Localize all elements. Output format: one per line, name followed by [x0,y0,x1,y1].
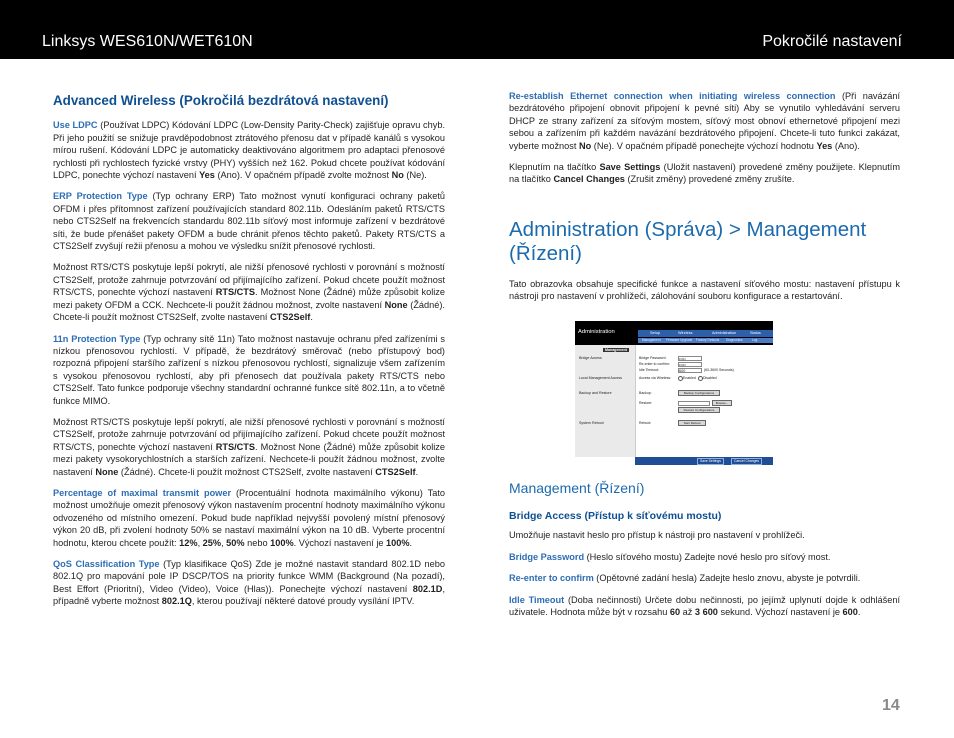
qos-text-a: (Typ klasifikace QoS) Zde je možné nastavit standard 802.1D nebo 802.1Q pro mapování pole IP DSCP/TOS na priority funkce WMM (Background (Na pozadí), Best Effort (Prioritní), Video (Video), Voice (Hlas)). Ponechejte výchozí nastavení [53,559,445,594]
administration-heading: Administration (Správa) > Management (Řízení) [509,217,867,265]
screenshot-label-password: Bridge Password: [639,355,667,360]
reestablish-text-b: (Ne). V opačném případě ponechejte výchozí hodnotu [591,140,817,151]
screenshot-reboot-button: Start Reboot [678,420,706,426]
left-column [53,90,445,617]
term-reestablish-ethernet: Re-establish Ethernet connection when initiating wireless connection [509,91,836,101]
idle-text-c: sekund. Výchozí nastavení je [717,607,843,618]
erp-paragraph [53,190,445,252]
bridge-password-paragraph [509,551,900,563]
n-rts-text-d: . [415,466,419,477]
n-rts-text-a: Možnost RTS/CTS poskytuje lepší pokrytí, ale nižší přenosové rychlosti v porovnání s možností CTS2Self, protože zahrnuje potvrzování od přijímajícího zařízení. Pokud chcete použít možnost RTS/CTS, ponechte výchozí nastavení [53,416,445,452]
section-name: Pokročilé nastavení [762,33,902,50]
save-settings-term: Save Settings [599,162,661,173]
screenshot-label-restore: Restore: [639,400,653,405]
idle-timeout-paragraph [509,594,900,619]
qos-8021q: 802.1Q [161,596,192,607]
screenshot-label-backup: Backup: [639,390,652,395]
screenshot-restore-button: Restore Configurations [678,407,720,413]
screenshot-side-system-reboot: System Reboot [579,420,604,425]
n-rts-text-b: . Možnost None (Žádné) může způsobit kolize mezi pakety vysokorychlostních a starších zařízení. Nechcete-li použít žádnou možnost, zvolte nastavení [53,441,445,477]
screenshot-tab-wireless: Wireless [678,330,693,335]
bridge-password-text: (Heslo síťového mostu) Zadejte nové heslo pro síťový most. [584,551,831,562]
screenshot-side-local-management: Local Management Access [579,375,622,380]
term-erp-protection: ERP Protection Type [53,191,148,202]
term-reenter-confirm: Re-enter to confirm [509,573,594,584]
screenshot-subtab-diagnostics: Diagnostics [726,337,743,342]
ldpc-yes: Yes [199,170,215,181]
screenshot-cancel-button: Cancel Changes [731,458,762,465]
screenshot-footer [635,457,773,465]
reestablish-paragraph [509,90,900,152]
qos-text-c: , kterou používají některé datové proudy vysílání IPTV. [191,596,415,607]
screenshot-subtab-factory: Factory Defaults [696,337,720,342]
ldpc-text-c: (Ne). [403,170,427,181]
save-text-c: (Zrušit změny) provedené změny zrušíte. [624,174,795,185]
power-25: 25% [202,537,222,548]
idle-text-d: . [857,607,861,618]
screenshot-title: Administration [578,328,615,335]
screenshot-idle-hint: (60-3600 Seconds) [704,367,734,372]
power-100: 100% [270,537,294,548]
reenter-text: (Opětovné zadání hesla) Zadejte heslo znovu, abyste je potvrdili. [593,573,861,584]
n-rts-b2: None [95,466,119,477]
screenshot-side-bridge-access: Bridge Access [579,355,602,360]
erp-text-a: (Typ ochrany ERP) Tato možnost vynutí konfiguraci ochrany paketů OFDM i přes přítomnost zařízení používajících standard 802.11b. Odesláním paketů RTS/CTS nebo CTS2Self na frekvencích standardu 802.11b síťový most informuje zařízení v bezdrátové síti, že bude přenášet pakety OFDM a bude chránit přenos těchto paketů. Pakety RTS/CTS a CTS2Self zvyšují režii přenosu a mohou ve výsledku snížit přenosové rychlosti. [53,191,445,252]
bridge-access-heading: Bridge Access (Přístup k síťovému mostu) [509,510,722,523]
screenshot-label-reboot: Reboot: [639,420,652,425]
power-12: 12% [179,537,198,548]
screenshot-main [635,345,774,457]
power-sep3: nebo [244,537,271,548]
screenshot-radio-enabled-label: Enabled [683,375,696,380]
screenshot-reenter-input: ••••• [678,362,702,367]
management-screenshot [575,321,773,465]
erp-rts-text-c: (Žádné). Chcete-li použít možnost CTS2Self, zvolte nastavení [53,299,445,323]
erp-rts-paragraph [53,261,445,323]
management-heading: Management (Řízení) [509,479,645,496]
n-protection-text-a: (Typ ochrany sítě 11n) Tato možnost nastavuje ochranu před zařízeními s nízkou přenosovou rychlostí. V případě, že bezdrátový směrovač (nebo přístupový bod) rozpozná připojení staršího zařízení s nízkou přenosovou rychlostí, signalizuje všem zařízením s vysokou přenosovou rychlostí, aby při přenosech dat používala pakety RTS/CTS nebo CTS2Self. Tato funkce podporuje všechny standardní ochranné funkce sítě 802.11n, a to včetně funkce MIMO. [53,333,445,406]
screenshot-browse-button: Browse... [712,400,732,406]
screenshot-subtab-firmware: Firmware Upgrade [666,337,693,342]
n-protection-paragraph [53,333,445,407]
page-header [0,0,954,59]
idle-text-a: (Doba nečinnosti) Určete dobu nečinnosti, po jejímž uplynutí dojde k odhlášení uživatele. Hodnota může být v rozsahu [509,594,900,618]
screenshot-label-reenter: Re-enter to confirm: [639,361,670,366]
term-transmit-power: Percentage of maximal transmit power [53,487,232,498]
screenshot-side-backup-restore: Backup and Restore [579,390,612,395]
qos-text-b: , případně vyberte možnost [53,583,445,607]
screenshot-idle-input: 600 [678,368,702,373]
term-bridge-password: Bridge Password [509,551,585,562]
ldpc-text-b: (Ano). V opačném případě zvolte možnost [214,170,392,181]
save-text-a: Klepnutím na tlačítko [509,162,600,173]
erp-rts-b2: None [384,299,408,310]
power-default: 100% [386,537,410,548]
screenshot-tab-status: Status [750,330,761,335]
n-rts-b3: CTS2Self [375,466,416,477]
erp-rts-b3: CTS2Self [270,312,311,323]
right-column [509,90,900,628]
screenshot-label-wireless: Access via Wireless: [639,375,672,380]
power-text-a: (Procentuální hodnota maximálního výkonu) Tato možnost umožňuje omezit přenosový výkon nastavením procentní hodnoty maximálního výkonu odvozeného od místního omezení. Pokud bude například nejvyšší povolený místní přenosový výkon 20 dB, při zvolení hodnoty 50% se nastaví maximální výkon na 10 dB. Vyberte procentní hodnotu, kterou chcete použít: [53,487,445,548]
power-text-c: . [409,537,413,548]
idle-default: 600 [842,607,858,618]
erp-rts-text-d: . [310,312,313,323]
bridge-access-paragraph: Umožňuje nastavit heslo pro přístup k nástroji pro nastavení v prohlížeči. [509,530,805,541]
screenshot-backup-button: Backup Configurations [678,390,720,396]
screenshot-restore-file-input [678,401,710,406]
erp-rts-b1: RTS/CTS [215,287,256,298]
screenshot-sidebar [575,345,635,457]
power-sep2: , [221,537,227,548]
ldpc-paragraph [53,119,445,181]
screenshot-radio-disabled-label: Disabled [703,375,717,380]
power-sep1: , [197,537,203,548]
reestablish-text-c: (Ano). [832,140,860,151]
erp-rts-text-b: . Možnost None (Žádné) může způsobit kolize mezi pakety OFDM a CCK. Nechcete-li použít žádnou možnost, zvolte nastavení [53,287,445,310]
screenshot-save-button: Save Settings [697,458,724,465]
save-text-b: (Uložit nastavení) provedené změny použijete. Klepnutím na tlačítko [509,162,900,185]
reestablish-yes: Yes [816,140,833,151]
advanced-wireless-heading: Advanced Wireless (Pokročilá bezdrátová nastavení) [53,93,389,108]
idle-text-b: až [680,607,695,618]
qos-8021d: 802.1D [412,583,443,594]
admin-intro-paragraph: Tato obrazovka obsahuje specifické funkce a nastavení síťového mostu: nastavení přístupu k nástroji pro nastavení v prohlížeči, zálohování souboru konfigurace a restartování. [509,278,900,302]
screenshot-subtab-management: Management [642,337,661,342]
screenshot-section-header: Management [605,347,627,352]
page-number: 14 [882,697,900,714]
power-50: 50% [226,537,245,548]
screenshot-subtabs [638,338,773,343]
screenshot-label-idle: Idle Timeout: [639,367,660,372]
ldpc-text-a: (Používat LDPC) Kódování LDPC (Low-Density Parity-Check) zajišťuje opravu chyb. Při jeho použití se snižuje pravděpodobnost ztrátového přenosu dat v případě kanálů s vysokou mírou rušení. Kódování LDPC je automaticky deaktivováno algoritmem pro adaptaci přenosové rychlosti při rychlostech fyzické vrstvy (PHY) vyšších než 162. Pokud chcete používat kódování LDPC, ponechte výchozí nastavení [53,120,445,181]
term-11n-protection: 11n Protection Type [53,333,141,344]
cancel-changes-term: Cancel Changes [553,174,625,185]
term-idle-timeout: Idle Timeout [509,594,565,605]
screenshot-tab-setup: Setup [650,330,660,335]
term-use-ldpc: Use LDPC [53,120,98,131]
qos-paragraph [53,558,445,608]
power-paragraph [53,487,445,549]
save-paragraph [509,161,900,186]
screenshot-tab-administration: Administration [712,330,737,335]
idle-max: 3 600 [694,607,718,618]
n-rts-b1: RTS/CTS [215,441,256,452]
product-name: Linksys WES610N/WET610N [42,33,253,50]
power-text-b: . Výchozí nastavení je [293,537,387,548]
reestablish-no: No [578,140,592,151]
screenshot-password-input: ••••• [678,356,702,361]
reenter-paragraph [509,572,900,584]
ldpc-no: No [391,170,404,181]
reestablish-text-a: (Při navázání bezdrátového připojení obnovit připojení k pevné síti) Aby se vynutilo vyhledávání serveru DHCP ze strany zařízení za síťovým mostem, síťový most obnoví ethernetové připojení mezi sebou a zařízením při každém navázání bezdrátového připojení. Chcete-li tuto funkci zakázat, vyberte možnost [509,91,900,151]
term-qos-classification: QoS Classification Type [53,559,160,569]
erp-rts-text-a: Možnost RTS/CTS poskytuje lepší pokrytí, ale nižší přenosové rychlosti v porovnání s možností CTS2Self, protože zahrnuje potvrzování od přijímajícího zařízení. Pokud chcete použít možnost RTS/CTS, ponechte výchozí nastavení [53,262,445,298]
screenshot-tabs [638,330,773,337]
n-rts-paragraph [53,416,445,478]
idle-min: 60 [669,607,681,618]
n-rts-text-c: (Žádné). Chcete-li použít možnost CTS2Self, zvolte nastavení [118,466,376,477]
screenshot-subtab-log: Log [752,337,758,342]
